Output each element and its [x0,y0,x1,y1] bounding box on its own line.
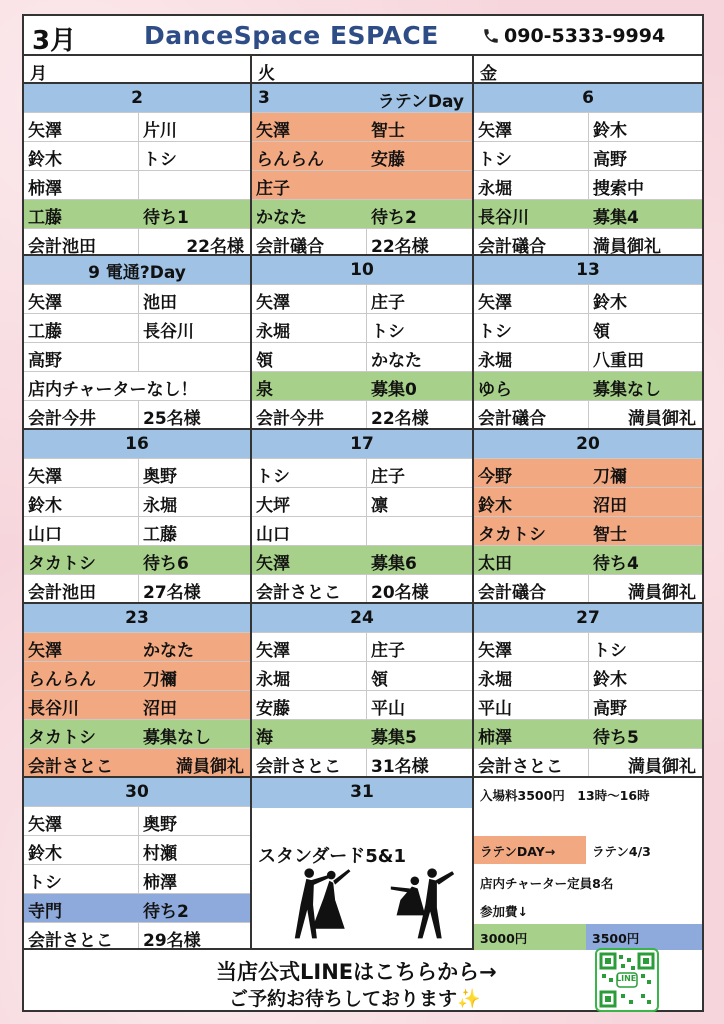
row-name-b: 永堀 [143,496,177,516]
row-name-b: 長谷川 [143,322,194,342]
row-name-b: 待ち5 [593,728,639,748]
row-name-a: 柿澤 [478,728,512,748]
schedule-sheet [22,14,704,1012]
schedule-row [252,142,472,171]
row-name-a: 矢澤 [256,554,290,574]
day-head [252,84,472,113]
entry-fee-text: 入場料3500円 13時～16時 [480,788,650,803]
row-name-b [367,171,472,199]
row-name-b: 智士 [371,121,405,141]
day-number: 6 [582,88,594,108]
schedule-row [24,662,250,691]
day-cell-20 [474,430,702,604]
schedule-row [24,171,250,200]
schedule-row [252,171,472,200]
schedule-row [24,894,250,923]
row-name-b: 待ち4 [593,554,639,574]
day-cell-24 [252,604,474,778]
row-name-b: 22名様 [371,237,429,256]
row-name-a: 矢澤 [24,459,139,487]
row-name-b: 満員御礼 [628,757,696,777]
row-name-b: 募集4 [593,208,639,228]
row-name-a: 庄子 [256,179,290,199]
row-name-b: 領 [371,670,388,690]
phone-text: 090-5333-9994 [504,25,666,47]
fee-3000: 3000円 [474,924,586,950]
day-theme: ラテンDay [377,92,464,112]
schedule-row [24,488,250,517]
row-name-a: 平山 [474,691,589,719]
latin-day-value: ラテン4/3 [592,844,651,859]
row-name-b: 満員御礼 [628,409,696,429]
schedule-row [24,113,250,142]
schedule-row [474,142,702,171]
day-number: 27 [576,608,600,628]
row-name-a: 会計今井 [24,401,139,430]
schedule-row [474,200,702,229]
row-name-b: 鈴木 [593,121,627,141]
row-name-b: 鈴木 [593,293,627,313]
day-head [252,430,472,459]
phone-number[interactable] [482,25,665,47]
row-name-b: 凛 [371,496,388,516]
latin-day-label: ラテンDAY→ [474,836,586,864]
row-name-a: 長谷川 [478,208,529,228]
schedule-row [252,749,472,778]
row-name-a: 鈴木 [478,496,512,516]
schedule-row [24,807,250,836]
row-name-b: 待ち2 [143,902,189,922]
dancers-illustration [252,852,472,948]
row-name-b: 31名様 [371,757,429,777]
row-name-b: 八重田 [593,351,644,371]
row-name-b: 高野 [593,699,627,719]
row-name-a: 海 [256,728,273,748]
row-name-b [139,343,250,371]
day-head [474,84,702,113]
day-cell-13 [474,256,702,430]
row-name-a: 会計今井 [252,401,367,430]
row-name-a: 矢澤 [474,285,589,313]
row-name-a: かなた [256,208,307,228]
day-cell-3 [252,84,474,256]
footer [24,950,702,1010]
row-name-a: 矢澤 [256,121,290,141]
row-name-b: 29名様 [143,931,201,950]
row-name-a: 会計礒合 [474,229,589,256]
row-name-b: 捜索中 [593,179,644,199]
row-name-b: 庄子 [371,467,405,487]
schedule-row [252,633,472,662]
row-name-b: 工藤 [143,525,177,545]
row-name-b: 平山 [371,699,405,719]
row-name-b: 募集0 [371,380,417,400]
row-name-b: 片川 [143,121,177,141]
schedule-row [24,546,250,575]
schedule-row [24,285,250,314]
schedule-row [474,314,702,343]
row-name-b: 鈴木 [593,670,627,690]
schedule-row [252,314,472,343]
row-name-a: 永堀 [252,314,367,342]
row-name-a: 矢澤 [28,641,62,661]
row-name-a: 会計池田 [24,575,139,604]
row-name-b: 村瀬 [143,844,177,864]
schedule-row [252,113,472,142]
day-head [474,604,702,633]
schedule-row [252,401,472,430]
row-name-b: 待ち1 [143,208,189,228]
reservation-text: ご予約お待ちしております✨ [229,988,481,1010]
day-head [252,256,472,285]
phone-icon [482,27,500,45]
schedule-row [24,865,250,894]
schedule-row [24,200,250,229]
row-name-a: 今野 [478,467,512,487]
row-name-b: 奥野 [143,467,177,487]
schedule-row [474,171,702,200]
row-name-a: 会計礒合 [474,401,589,430]
day-number: 30 [125,782,149,802]
row-name-a: 高野 [24,343,139,371]
info-panel [474,778,702,950]
row-name-b: 刀禰 [593,467,627,487]
row-name-a: 安藤 [252,691,367,719]
schedule-row [24,749,250,778]
line-cta-text: 当店公式LINEはこちらから→ [216,960,497,984]
schedule-row [24,691,250,720]
day-head [24,430,250,459]
schedule-row [474,546,702,575]
day-number: 16 [125,434,149,454]
day-number: 20 [576,434,600,454]
schedule-row [24,720,250,749]
day-number: 23 [125,608,149,628]
schedule-row [24,314,250,343]
row-name-b [367,517,472,545]
day-number: 10 [350,260,374,280]
row-name-b: 庄子 [371,641,405,661]
row-name-a: 会計さとこ [252,575,367,604]
row-name-b: 池田 [143,293,177,313]
schedule-row [252,720,472,749]
row-name-a: 山口 [252,517,367,545]
dow-friday: 金 [474,56,702,84]
row-name-a: 永堀 [474,343,589,371]
row-name-a: 会計池田 [24,229,139,256]
row-name-a: 会計さとこ [24,923,139,950]
row-name-a: 矢澤 [474,113,589,141]
row-name-a: トシ [474,142,589,170]
row-name-a: 鈴木 [24,142,139,170]
schedule-row [252,546,472,575]
row-name-b [139,171,250,199]
day-head-31: 31 [252,778,472,808]
row-name-a: 工藤 [28,208,62,228]
row-name-a: 泉 [256,380,273,400]
row-name-a: トシ [252,459,367,487]
row-name-b: 22名様 [186,237,244,256]
day-number: 9 電通?Day [88,262,186,283]
row-name-b: 満員御礼 [628,583,696,603]
day-cell-2 [24,84,252,256]
schedule-row [252,200,472,229]
day-head [24,256,250,285]
row-name-a: 鈴木 [24,836,139,864]
schedule-row [474,720,702,749]
row-name-b: 高野 [593,150,627,170]
row-name-b: 奥野 [143,815,177,835]
day-number: 2 [131,88,143,108]
row-name-a: タカトシ [478,525,546,545]
schedule-row [474,749,702,778]
row-name-a: 矢澤 [24,285,139,313]
row-name-b: 募集6 [371,554,417,574]
row-name-a: 永堀 [252,662,367,690]
schedule-row [252,662,472,691]
schedule-row [24,459,250,488]
row-name-a: 矢澤 [252,285,367,313]
row-name-b: 柿澤 [143,873,177,893]
day-cell-17 [252,430,474,604]
schedule-row [24,923,250,950]
dow-monday: 月 [24,56,252,84]
row-name-b: 刀禰 [143,670,177,690]
day-cell-27 [474,604,702,778]
schedule-row [252,488,472,517]
schedule-row [474,372,702,401]
day-cell-30 [24,778,252,950]
row-name-a: 会計さとこ [252,749,367,778]
day-cell-9 [24,256,252,430]
schedule-row [24,517,250,546]
row-name-a: 鈴木 [24,488,139,516]
row-name-a: ゆら [478,380,512,400]
row-name-b: かなた [371,351,422,371]
brand-title: DanceSpace ESPACE [144,21,439,50]
row-name-a: 大坪 [252,488,367,516]
row-name-a: 工藤 [24,314,139,342]
day-cell-10 [252,256,474,430]
schedule-row [474,229,702,256]
schedule-row [474,113,702,142]
row-name-a: 会計礒合 [474,575,589,604]
day-cell-31 [252,778,474,950]
row-name-b: 待ち6 [143,554,189,574]
day-number: 24 [350,608,374,628]
schedule-row [474,401,702,430]
schedule-row [474,517,702,546]
row-name-b: 満員御礼 [593,237,661,256]
day-head [474,430,702,459]
row-name-b: 募集なし [593,380,661,400]
row-name-b: 智士 [593,525,627,545]
schedule-row [474,285,702,314]
row-note: 店内チャーターなし！ [28,380,198,400]
schedule-row [24,343,250,372]
row-name-b: 25名様 [143,409,201,429]
row-name-a: 矢澤 [474,633,589,661]
row-name-b: 募集5 [371,728,417,748]
row-name-b: トシ [143,150,177,170]
row-name-a: トシ [474,314,589,342]
schedule-row [474,459,702,488]
schedule-row [252,343,472,372]
schedule-row [24,372,250,401]
schedule-row [24,836,250,865]
row-name-a: 会計さとこ [28,757,113,777]
row-name-a: 会計礒合 [252,229,367,256]
schedule-row [474,691,702,720]
day-number: 17 [350,434,374,454]
schedule-row [24,401,250,430]
day-cell-16 [24,430,252,604]
row-name-a: 永堀 [474,662,589,690]
row-name-a: 柿澤 [24,171,139,199]
row-name-a: 領 [252,343,367,371]
day-head [24,604,250,633]
row-name-b: 沼田 [143,699,177,719]
row-name-a: 永堀 [474,171,589,199]
row-name-b: 満員御礼 [176,757,244,777]
schedule-row [252,575,472,604]
schedule-row [24,142,250,171]
schedule-row [474,575,702,604]
row-name-b: 庄子 [371,293,405,313]
day-head [24,84,250,113]
row-name-a: 太田 [478,554,512,574]
row-name-a: 矢澤 [252,633,367,661]
schedule-row [474,662,702,691]
row-name-b: トシ [371,322,405,342]
row-name-b: かなた [143,641,194,661]
schedule-row [252,691,472,720]
schedule-row [24,229,250,256]
day-head [474,256,702,285]
row-name-b: 領 [593,322,610,342]
row-name-a: タカトシ [28,728,96,748]
row-name-b: 安藤 [371,150,405,170]
row-name-a: 長谷川 [28,699,79,719]
row-name-b: 待ち2 [371,208,417,228]
schedule-row [252,517,472,546]
row-name-b: 沼田 [593,496,627,516]
line-qr-code[interactable] [595,948,659,1012]
schedule-row [252,229,472,256]
day-cell-6 [474,84,702,256]
schedule-row [474,343,702,372]
schedule-row [252,372,472,401]
day-head [24,778,250,807]
row-name-b: 22名様 [371,409,429,429]
row-name-b: 27名様 [143,583,201,603]
row-name-a: トシ [24,865,139,893]
schedule-row [24,575,250,604]
row-name-a: タカトシ [28,554,96,574]
row-name-a: 山口 [24,517,139,545]
schedule-row [252,459,472,488]
row-name-a: 矢澤 [24,807,139,835]
charter-text: 店内チャーター定員8名 [480,876,614,891]
month-label: 3月 [32,26,77,56]
qr-label: LINE [616,974,637,983]
dow-tuesday: 火 [252,56,474,84]
row-name-a: らんらん [256,150,324,170]
fee-label: 参加費↓ [480,904,528,919]
schedule-row [474,488,702,517]
fee-3500: 3500円 [586,924,702,950]
day-number: 3 [258,88,270,108]
day-head [252,604,472,633]
row-name-b: トシ [593,641,627,661]
row-name-b: 募集なし [143,728,211,748]
day-cell-23 [24,604,252,778]
row-name-a: 会計さとこ [474,749,589,778]
schedule-row [252,285,472,314]
row-name-b: 20名様 [371,583,429,603]
row-name-a: 寺門 [28,902,62,922]
day-number: 13 [576,260,600,280]
standard-label: スタンダード5&1 [258,846,407,867]
schedule-row [24,633,250,662]
title-row [24,16,702,56]
row-name-a: 矢澤 [24,113,139,141]
row-name-a: らんらん [28,670,96,690]
schedule-row [474,633,702,662]
